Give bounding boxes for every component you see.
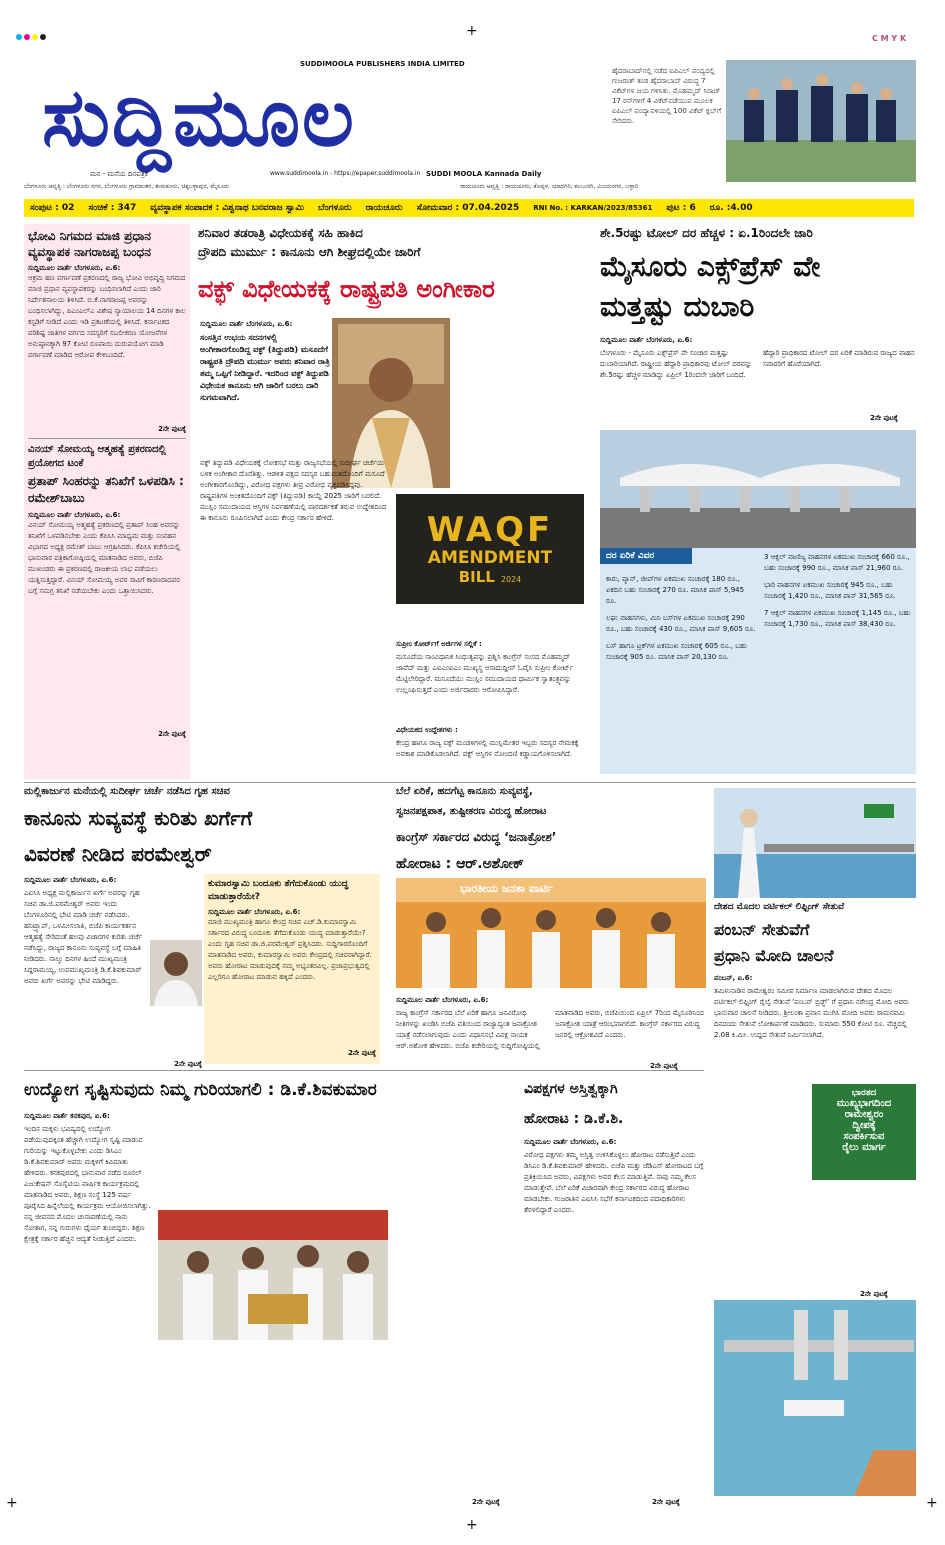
pamban-box-line: ಮುಖ್ಯಭಾಗದಿಂದ: [836, 1098, 892, 1109]
masthead-website[interactable]: www.suddimoola.in - https://epaper.suddimoola.in: [270, 170, 421, 177]
modi-pamban-photo: [714, 788, 916, 898]
kumaraswamy-box: [204, 874, 380, 1064]
parameshwar-headline-2: ವಿವರಣೆ ನೀಡಿದ ಪರಮೇಶ್ವರ್: [24, 842, 212, 866]
bjp-banner-text: ಭಾರತೀಯ ಜನತಾ ಪಾರ್ಟಿ: [460, 882, 553, 895]
masthead-tagline: ಮನ - ಮನೆಯ ದಿನಪತ್ರಿಕೆ: [90, 170, 149, 178]
expressway-kicker: ಶೇ.5ರಷ್ಟು ಟೋಲ್ ದರ ಹೆಚ್ಚಳ : ಏ.1ರಿಂದಲೇ ಜಾರಿ: [600, 226, 813, 240]
masthead-logo: ಸುದ್ದಿಮೂಲ: [42, 71, 356, 164]
rates-list-right: [764, 552, 912, 630]
rate-item: ಭಾರಿ ವಾಹನಗಳ ಏಕಮುಖ ಸಂಚಾರಕ್ಕೆ 945 ರೂ., ಬಹು ಸಂಚಾರಕ್ಕೆ 1,420 ರೂ., ಮಾಸಿಕ ಪಾಸ್ 31,565 ರೂ.: [764, 581, 896, 600]
price: ರೂ. :4.00: [709, 203, 753, 213]
dks-credit: ಸುದ್ದಿಮೂಲ ವಾರ್ತೆ ಕನಕಪುರ, ಏ.6:: [24, 1112, 110, 1120]
publisher-name: SUDDIMOOLA PUBLISHERS INDIA LIMITED: [300, 60, 465, 68]
lead-body-2: ಮಸೂದೆಯ ಸಾಂವಿಧಾನಿಕ ಸಿಂಧುತ್ವವನ್ನು ಪ್ರಶ್ನಿಸಿ ಕಾಂಗ್ರೆಸ್ ಸಂಸದ ಮೊಹಮ್ಮದ್ ಜಾವೆದ್ ಮತ್ತು ಎಐಎಂಐಎಂ ಮುಖ್ಯಸ್ಥ ಅಸಾದುದ್ದೀನ್ ಓವೈಸಿ ಸುಪ್ರೀಂ ಕೋರ್ಟ್ ಮೆಟ್ಟಿಲೇರಿದ್ದಾರೆ. ಮಸೂದೆಯು ಮುಸ್ಲಿಂ ಸಮುದಾಯದ ಧಾರ್ಮಿಕ ಸ್ವಾತಂತ್ರ್ಯವನ್ನು ಉಲ್ಲಂಘಿಸುತ್ತದೆ ಎಂದು ಅರ್ಜಿದಾರರು ಆರೋಪಿಸಿದ್ದಾರೆ.: [396, 653, 574, 694]
parameshwar-photo: [150, 940, 202, 1006]
register-mark-bottom: +: [466, 1517, 478, 1533]
story1-jump: 2ನೇ ಪುಟಕ್ಕೆ: [158, 425, 186, 433]
lead-kicker: ಶನಿವಾರ ತಡರಾತ್ರಿ ವಿಧೇಯಕಕ್ಕೆ ಸಹಿ ಹಾಕಿದ: [198, 226, 363, 240]
rates-title: ದರ ಏರಿಕೆ ವಿವರ: [600, 548, 692, 564]
toll-plaza-photo: [600, 430, 916, 550]
cmyk-label: C M Y K: [872, 34, 907, 43]
pamban-headline-1: ಪಂಬನ್ ಸೇತುವೆಗೆ: [714, 920, 810, 939]
waqf-text: WAQF: [426, 510, 554, 550]
pamban-bridge-photo: [714, 1300, 916, 1496]
lead-sub-head-2: ವಿಧೇಯಕದ ಉದ್ದೇಶಗಳು :: [396, 726, 458, 734]
issue-info-bar: [24, 199, 914, 217]
side-jump: 2ನೇ ಪುಟಕ್ಕೆ: [348, 1049, 376, 1057]
register-mark-top: +: [466, 23, 478, 39]
expressway-headline-1: ಮೈಸೂರು ಎಕ್ಸ್‌ಪ್ರೆಸ್ ವೇ: [600, 250, 821, 283]
register-mark-right: +: [926, 1495, 938, 1511]
left-column: [24, 224, 190, 779]
parameshwar-body-2: 2ನೇ ಪುಟಕ್ಕೆ: [174, 1060, 202, 1068]
pamban-headline-2: ಪ್ರಧಾನಿ ಮೋದಿ ಚಾಲನೆ: [714, 946, 834, 965]
lead-body: ವಕ್ಫ್ ತಿದ್ದುಪಡಿ ವಿಧೇಯಕಕ್ಕೆ ಲೋಕಸಭೆ ಮತ್ತು ರಾಜ್ಯಸಭೆಯಲ್ಲಿ ಸುದೀರ್ಘ ಚರ್ಚೆಯ ಬಳಿಕ ಅಂಗೀಕಾರ ದೊರೆತಿತ್ತು. ಆಡಳಿತ ಪಕ್ಷದ ಸದಸ್ಯರ ಬಹುಮತದೊಂದಿಗೆ ಮಸೂದೆ ಅಂಗೀಕಾರಗೊಂಡಿದ್ದು, ವಿರೋಧ ಪಕ್ಷಗಳು ತೀವ್ರ ವಿರೋಧ ವ್ಯಕ್ತಪಡಿಸಿದ್ದವು. ರಾಷ್ಟ್ರಪತಿಗಳ ಅಂಕಿತದೊಂದಿಗೆ ವಕ್ಫ್ (ತಿದ್ದುಪಡಿ) ಕಾಯ್ದೆ 2025 ಜಾರಿಗೆ ಬರಲಿದೆ. ಮುಸ್ಲಿಂ ಸಮುದಾಯದ ಆಸ್ತಿಗಳ ನಿರ್ವಹಣೆಯಲ್ಲಿ ಪಾರದರ್ಶಕತೆ ತರುವ ಉದ್ದೇಶದಿಂದ ಈ ಕಾನೂನು ರೂಪಿಸಲಾಗಿದೆ ಎಂದು ಕೇಂದ್ರ ಸರ್ಕಾರ ಹೇಳಿದೆ.: [200, 459, 387, 522]
city-2: ರಾಯಚೂರು: [365, 203, 403, 213]
edition-right: ರಾಯಚೂರು ಆವೃತ್ತಿ : ರಾಯಚೂರು, ಕೊಪ್ಪಳ, ಯಾದಗಿರಿ, ಕಲಬುರಗಿ, ವಿಜಯನಗರ, ಬಳ್ಳಾರಿ: [460, 183, 639, 190]
parameshwar-kicker: ಮಲ್ಲಿಕಾರ್ಜುನ ಮನೆಯಲ್ಲಿ ಸುದೀರ್ಘ ಚರ್ಚೆ ನಡೆಸಿದ ಗೃಹ ಸಚಿವ: [24, 786, 230, 797]
ashok-body: ರಾಜ್ಯ ಕಾಂಗ್ರೆಸ್ ಸರ್ಕಾರದ ಬೆಲೆ ಏರಿಕೆ ಹಾಗೂ ಜನವಿರೋಧಿ ನೀತಿಗಳನ್ನು ಖಂಡಿಸಿ ಬಿಜೆಪಿ ವತಿಯಿಂದ ರಾಜ್ಯಾದ್ಯಂತ ಜನಾಕ್ರೋಶ ಯಾತ್ರೆ ನಡೆಸಲಾಗುವುದು ಎಂದು ವಿಧಾನಸಭೆ ವಿಪಕ್ಷ ನಾಯಕ ಆರ್.ಅಶೋಕ ಹೇಳಿದರು. ಬಿಜೆಪಿ ಕಚೇರಿಯಲ್ಲಿ ಸುದ್ದಿಗೋಷ್ಠಿಯಲ್ಲಿ ಮಾತನಾಡಿದ ಅವರು, ಬಿಜೆಪಿಯಿಂದ ಏಪ್ರಿಲ್ 7ರಿಂದ ಮೈಸೂರಿನಿಂದ ಜನಾಕ್ರೋಶ ಯಾತ್ರೆ ಆರಂಭವಾಗಲಿದೆ. ಕಾಂಗ್ರೆಸ್ ಸರ್ಕಾರದ ವಿರುದ್ಧ ಜನರಲ್ಲಿ ಆಕ್ರೋಶವಿದೆ ಎಂದರು.: [396, 1009, 704, 1050]
expressway-jump: 2ನೇ ಪುಟಕ್ಕೆ: [870, 414, 898, 422]
dks-event-photo: [158, 1210, 388, 1340]
divider: [24, 1070, 704, 1071]
lead-sub-head-1: ಸುಪ್ರೀಂ ಕೋರ್ಟ್‌ಗೆ ಅರ್ಜಿಗಳ ಸಲ್ಲಿಕೆ :: [396, 640, 482, 648]
ipl-story-text: ಹೈದರಾಬಾದ್‌ನಲ್ಲಿ ನಡೆದ ಐಪಿಎಲ್ ಪಂದ್ಯದಲ್ಲಿ ಗುಜರಾತ್ ತಂಡ ಹೈದರಾಬಾದ್ ವಿರುದ್ಧ 7 ವಿಕೆಟ್‌ಗಳ ಜಯ ಗಳಿಸಿತು. ಮೊಹಮ್ಮದ್ ಸಿರಾಜ್ 17 ರನ್‌ಗಳಿಗೆ 4 ವಿಕೆಟ್‌ಪಡೆಯುವ ಮೂಲಕ ಐಪಿಎಲ್ ಪಂದ್ಯಾವಳಿಯಲ್ಲಿ 100 ವಿಕೆಟ್ ಕ್ಲಬ್‌ಗೆ ಸೇರಿದರು.: [612, 67, 722, 125]
bill-text: BILL: [458, 568, 495, 586]
pamban-box-line: ರೈಲು ಮಾರ್ಗ: [842, 1142, 886, 1153]
story2-credit: ಸುದ್ದಿಮೂಲ ವಾರ್ತೆ ಬೆಂಗಳೂರು, ಏ.6:: [28, 511, 121, 519]
expressway-credit: ಸುದ್ದಿಮೂಲ ವಾರ್ತೆ ಬೆಂಗಳೂರು, ಏ.6:: [600, 336, 693, 344]
masthead-english-name: SUDDI MOOLA Kannada Daily: [426, 170, 542, 178]
lead-credit: ಸುದ್ದಿಮೂಲ ವಾರ್ತೆ ಬೆಂಗಳೂರು, ಏ.6:: [200, 320, 293, 328]
ashok-kicker-1: ಬೆಲೆ ಏರಿಕೆ, ಹದಗೆಟ್ಟ ಕಾನೂನು ಸುವ್ಯವಸ್ಥೆ,: [396, 786, 533, 797]
color-dots: [16, 34, 50, 42]
waqf-graphic: [396, 494, 584, 604]
pamban-body: ತಮಿಳುನಾಡಿನ ರಾಮೇಶ್ವರಂ ಸಮೀಪ ನಿರ್ಮಾಣ ಮಾಡಲಾಗಿರುವ ದೇಶದ ಮೊದಲ ವರ್ಟಿಕಲ್ ಲಿಫ್ಟಿಂಗ್ ರೈಲ್ವೆ ಸೇತುವೆ ‘ಪಂಬನ್ ಬ್ರಿಡ್ಜ್’ ಗೆ ಪ್ರಧಾನಿ ನರೇಂದ್ರ ಮೋದಿ ಅವರು ಭಾನುವಾರ ಚಾಲನೆ ನೀಡಿದರು. ಶ್ರೀಲಂಕಾ ಪ್ರವಾಸ ಮುಗಿಸಿ ಮೋದಿ ಅವರು ರಾಮನವಮಿ ದಿನದಂದು ಸೇತುವೆ ಲೋಕಾರ್ಪಣೆ ಮಾಡಿದರು. ಸುಮಾರು 550 ಕೋಟಿ ರೂ. ವೆಚ್ಚದಲ್ಲಿ 2.08 ಕಿ.ಮೀ. ಉದ್ದದ ಸೇತುವೆ ನಿರ್ಮಿಸಲಾಗಿದೆ.: [714, 987, 909, 1039]
expressway-headline-2: ಮತ್ತಷ್ಟು ದುಬಾರಿ: [600, 290, 755, 323]
lead-intro: ಸಂಸತ್ತಿನ ಉಭಯ ಸದನಗಳಲ್ಲಿ ಅಂಗೀಕಾರಗೊಂಡಿದ್ದ ವಕ್ಫ್ (ತಿದ್ದುಪಡಿ) ಮಸೂದೆಗೆ ರಾಷ್ಟ್ರಪತಿ ದ್ರೌಪದಿ ಮುರ್ಮು ಅವರು ಶನಿವಾರ ರಾತ್ರಿ ತಮ್ಮ ಒಪ್ಪಿಗೆ ನೀಡಿದ್ದಾರೆ. ಇದರಿಂದ ವಕ್ಫ್ ತಿದ್ದುಪಡಿ ವಿಧೇಯಕ ಕಾನೂನು ಆಗಿ ಜಾರಿಗೆ ಬರಲು ದಾರಿ ಸುಗಮವಾಗಿದೆ.: [200, 333, 330, 402]
opposition-jump: 2ನೇ ಪುಟಕ್ಕೆ: [652, 1498, 680, 1506]
edition-left: ಬೆಂಗಳೂರು ಆವೃತ್ತಿ : ಬೆಂಗಳೂರು ನಗರ, ಬೆಂಗಳೂರು ಗ್ರಾಮಾಂತರ, ತುಮಕೂರು, ಚಿಕ್ಕಬಳ್ಳಾಪುರ, ಮೈಸೂರು: [24, 183, 230, 190]
issue-date: ಸೋಮವಾರ : 07.04.2025: [416, 203, 520, 213]
rate-item: 3 ಆಕ್ಸಲ್ ವಾಣಿಜ್ಯ ವಾಹನಗಳ ಏಕಮುಖ ಸಂಚಾರಕ್ಕೆ 660 ರೂ., ಬಹು ಸಂಚಾರಕ್ಕೆ 990 ರೂ., ಮಾಸಿಕ ಪಾಸ್ 21,960 ರೂ.: [764, 553, 910, 572]
city-1: ಬೆಂಗಳೂರು: [317, 203, 352, 213]
amendment-text: AMENDMENT: [427, 548, 553, 568]
rni-number: RNI No. : KARKAN/2023/85361: [533, 204, 653, 212]
side-credit: ಸುದ್ದಿಮೂಲ ವಾರ್ತೆ ಬೆಂಗಳೂರು, ಏ.6:: [208, 908, 301, 916]
rates-list-left: [606, 574, 756, 663]
rate-item: ಲಘು ವಾಹನಗಳು, ಮಿನಿ ಬಸ್‌ಗಳ ಏಕಮುಖ ಸಂಚಾರಕ್ಕೆ 290 ರೂ., ಬಹು ಸಂಚಾರಕ್ಕೆ 430 ರೂ., ಮಾಸಿಕ ಪಾಸ್ 9,605 ರೂ.: [606, 614, 756, 633]
pamban-info-box: [812, 1084, 916, 1180]
ipl-photo: [726, 60, 916, 182]
ashok-kicker-3: ಕಾಂಗ್ರೆಸ್ ಸರ್ಕಾರದ ವಿರುದ್ಧ ‘ಜನಾಕ್ರೋಶ’: [396, 830, 557, 844]
story2-headline: ಪ್ರತಾಪ್ ಸಿಂಹರನ್ನು ತನಿಖೆಗೆ ಒಳಪಡಿಸಿ : ರಮೇಶ್‌ಬಾಬು: [28, 474, 184, 505]
year-text: 2024: [500, 575, 522, 584]
volume: ಸಂಪುಟ : 02: [30, 203, 75, 213]
opposition-headline-2: ಹೋರಾಟ : ಡಿ.ಕೆ.ಶಿ.: [524, 1111, 624, 1127]
pamban-box-line: ರಾಮೇಶ್ವರಂ: [844, 1109, 884, 1120]
register-mark-left: +: [6, 1495, 18, 1511]
ashok-kicker-2: ಸ್ವಜನಪಕ್ಷಪಾತ, ತುಷ್ಟೀಕರಣ ವಿರುದ್ಧ ಹೋರಾಟ: [396, 806, 547, 817]
dks-body: ಇಂದಿನ ಮಕ್ಕಳು ಭವಿಷ್ಯದಲ್ಲಿ ಉದ್ಯೋಗ ಪಡೆಯುವುದಕ್ಕಿಂತ ಹೆಚ್ಚಾಗಿ ಉದ್ಯೋಗ ಸೃಷ್ಟಿ ಮಾಡುವ ಗುರಿಯನ್ನು ಇಟ್ಟುಕೊಳ್ಳಬೇಕು ಎಂದು ಡಿಸಿಎಂ ಡಿ.ಕೆ.ಶಿವಕುಮಾರ್ ಅವರು ಮಕ್ಕಳಿಗೆ ಕಿವಿಮಾತು ಹೇಳಿದರು. ಕನಕಪುರದಲ್ಲಿ ಭಾನುವಾರ ನಡೆದ ರೂರಲ್ ಎಜುಕೇಷನ್ ಸೊಸೈಟಿಯ ವಾರ್ಷಿಕ ಕಾರ್ಯಕ್ರಮದಲ್ಲಿ ಮಾತನಾಡಿದ ಅವರು, ಶಿಕ್ಷಣ ಸಂಸ್ಥೆ 125 ವರ್ಷ ಪೂರೈಸಿದ ಹಿನ್ನೆಲೆಯಲ್ಲಿ ಕಾರ್ಯಕ್ರಮ ಆಯೋಜಿಸಲಾಗಿತ್ತು. ನನ್ನ ಜೀವನದ ಮೊದಲ ಚುನಾವಣೆಯಲ್ಲಿ ನಾನು ಸೋತಾಗ, ನನ್ನ ಗುರುಗಳು ಧೈರ್ಯ ತುಂಬಿದ್ದರು. ಶಿಕ್ಷಣ ಕ್ಷೇತ್ರಕ್ಕೆ ಸರ್ಕಾರ ಹೆಚ್ಚಿನ ಆದ್ಯತೆ ನೀಡುತ್ತಿದೆ ಎಂದರು.: [24, 1125, 151, 1243]
page-count: ಪುಟ : 6: [666, 203, 696, 213]
rate-item: ಬಸ್ ಹಾಗೂ ಟ್ರಕ್‌ಗಳ ಏಕಮುಖ ಸಂಚಾರಕ್ಕೆ 605 ರೂ., ಬಹು ಸಂಚಾರಕ್ಕೆ 905 ರೂ. ಮಾಸಿಕ ಪಾಸ್ 20,130 ರೂ.: [606, 642, 748, 661]
pamban-box-line: ಸಂಪರ್ಕಿಸುವ: [843, 1131, 885, 1142]
issue: ಸಂಚಿಕೆ : 347: [88, 203, 137, 213]
pamban-box-line: ಭಾರತದ: [851, 1088, 877, 1098]
ashok-credit: ಸುದ್ದಿಮೂಲ ವಾರ್ತೆ ಬೆಂಗಳೂರು, ಏ.6:: [396, 996, 489, 1004]
ashok-headline: ಹೋರಾಟ : ಆರ್.ಅಶೋಕ್: [396, 856, 524, 872]
bjp-press-photo: [396, 878, 706, 988]
pamban-credit: ಪಂಬನ್, ಏ.6:: [714, 974, 753, 982]
lead-body-3: ಕೇಂದ್ರ ಹಾಗೂ ರಾಜ್ಯ ವಕ್ಫ್ ಮಂಡಳಿಗಳಲ್ಲಿ ಮುಸ್ಲಿಮೇತರ ಇಬ್ಬರು ಸದಸ್ಯರ ನೇಮಕಕ್ಕೆ ಅವಕಾಶ ಮಾಡಿಕೊಡಲಾಗಿದೆ. ವಕ್ಫ್ ಆಸ್ತಿಗಳ ನೋಂದಣಿ ಕಡ್ಡಾಯಗೊಳಿಸಲಾಗಿದೆ.: [396, 739, 579, 758]
parameshwar-headline-1: ಕಾನೂನು ಸುವ್ಯವಸ್ಥೆ ಕುರಿತು ಖರ್ಗೆಗೆ: [24, 806, 253, 830]
lead-headline: ವಕ್ಫ್ ವಿಧೇಯಕಕ್ಕೆ ರಾಷ್ಟ್ರಪತಿ ಅಂಗೀಕಾರ: [198, 275, 495, 303]
dks-jump: 2ನೇ ಪುಟಕ್ಕೆ: [472, 1498, 500, 1506]
side-body: ಮಾಜಿ ಮುಖ್ಯಮಂತ್ರಿ ಹಾಗೂ ಕೇಂದ್ರ ಸಚಿವ ಎಚ್.ಡಿ.ಕುಮಾರಸ್ವಾಮಿ ಸರ್ಕಾರದ ವಿರುದ್ಧ ಬಂದೂಕು ತೆಗೆದುಕೊಂಡು ಯುದ್ಧ ಮಾಡುತ್ತಾರೆಯೇ? ಎಂದು ಗೃಹ ಸಚಿವ ಡಾ.ಜಿ.ಪರಮೇಶ್ವರ್ ಪ್ರಶ್ನಿಸಿದರು. ಸುದ್ದಿಗಾರರೊಂದಿಗೆ ಮಾತನಾಡಿದ ಅವರು, ಕುಮಾರಸ್ವಾಮಿ ಅವರು ಕೇಂದ್ರದಲ್ಲಿ ಸಚಿವರಾಗಿದ್ದಾರೆ. ಅವರು ಹೋರಾಟ ಮಾಡುವುದಕ್ಕೆ ನಮ್ಮ ಅಭ್ಯಂತರವಿಲ್ಲ. ಪ್ರಜಾಪ್ರಭುತ್ವದಲ್ಲಿ ಎಲ್ಲರಿಗೂ ಹೋರಾಟ ಮಾಡುವ ಹಕ್ಕಿದೆ ಎಂದರು.: [208, 918, 372, 981]
story2-body: ವಿನಯ್ ಸೋಮಯ್ಯ ಆತ್ಮಹತ್ಯೆ ಪ್ರಕರಣದಲ್ಲಿ ಪ್ರತಾಪ್ ಸಿಂಹ ಅವರನ್ನು ತನಿಖೆಗೆ ಒಳಪಡಿಸಬೇಕು ಎಂದು ಕೆಪಿಸಿಸಿ ಮಾಧ್ಯಮ ಮತ್ತು ಸಂವಹನ ವಿಭಾಗದ ಅಧ್ಯಕ್ಷ ರಮೇಶ್ ಬಾಬು ಆಗ್ರಹಿಸಿದರು. ಕೆಪಿಸಿಸಿ ಕಚೇರಿಯಲ್ಲಿ ಭಾನುವಾರ ಪತ್ರಿಕಾಗೋಷ್ಠಿಯಲ್ಲಿ ಮಾತನಾಡಿದ ಅವರು, ಬಿಜೆಪಿ ಮುಖಂಡರು ಈ ಪ್ರಕರಣದಲ್ಲಿ ರಾಜಕೀಯ ಲಾಭ ಪಡೆಯಲು ಯತ್ನಿಸುತ್ತಿದ್ದಾರೆ. ವಿನಯ್ ಸೋಮಯ್ಯ ಅವರ ಸಾವಿಗೆ ಕಾರಣರಾದವರ ಬಗ್ಗೆ ಸಮಗ್ರ ತನಿಖೆ ನಡೆಯಬೇಕು ಎಂದು ಒತ್ತಾಯಿಸಿದರು.: [28, 521, 181, 595]
expressway-body: ಬೆಂಗಳೂರು - ಮೈಸೂರು ಎಕ್ಸ್‌ಪ್ರೆಸ್ ವೇ ಸಂಚಾರ ಮತ್ತಷ್ಟು ದುಬಾರಿಯಾಗಿದೆ. ರಾಷ್ಟ್ರೀಯ ಹೆದ್ದಾರಿ ಪ್ರಾಧಿಕಾರವು ಟೋಲ್ ದರವನ್ನು ಶೇ.5ರಷ್ಟು ಹೆಚ್ಚಳ ಮಾಡಿದ್ದು ಏಪ್ರಿಲ್ 1ರಿಂದಲೇ ಜಾರಿಗೆ ಬಂದಿದೆ. ಹೆದ್ದಾರಿ ಪ್ರಾಧಿಕಾರದ ಟೋಲ್ ದರ ಏರಿಕೆ ಮಾಡಿರುವ ರಾಜ್ಯದ ವಾಹನ ಸವಾರರಿಗೆ ಹೊರೆಯಾಗಿದೆ.: [600, 349, 915, 379]
divider: [24, 782, 916, 783]
pamban-kicker: ದೇಶದ ಮೊದಲ ವರ್ಟಿಕಲ್ ಲಿಫ್ಟಿಂಗ್ ಸೇತುವೆ: [714, 902, 845, 912]
side-headline: ಕುಮಾರಸ್ವಾಮಿ ಬಂದೂಕು ತೆಗೆದುಕೊಂಡು ಯುದ್ಧ ಮಾಡುತ್ತಾರೆಯೇ?: [208, 879, 349, 902]
story2-kicker: ವಿನಯ್ ಸೋಮಯ್ಯ ಆತ್ಮಹತ್ಯೆ ಪ್ರಕರಣದಲ್ಲಿ ಪ್ರಯೋಗದ ಟಂಕೆ: [28, 444, 166, 469]
opposition-credit: ಸುದ್ದಿಮೂಲ ವಾರ್ತೆ ಬೆಂಗಳೂರು, ಏ.6:: [524, 1138, 617, 1146]
opposition-headline-1: ವಿಪಕ್ಷಗಳ ಅಸ್ತಿತ್ವಕ್ಕಾಗಿ: [524, 1081, 618, 1097]
story1-credit: ಸುದ್ದಿಮೂಲ ವಾರ್ತೆ ಬೆಂಗಳೂರು, ಏ.6:: [28, 264, 121, 272]
lead-subhead: ದ್ರೌಪದಿ ಮುರ್ಮು : ಕಾನೂನು ಆಗಿ ಶೀಘ್ರದಲ್ಲಿಯೇ ಜಾರಿಗೆ: [198, 245, 421, 259]
pamban-box-line: ದ್ವೀಪಕ್ಕೆ: [852, 1120, 876, 1131]
rate-item: 7 ಆಕ್ಸಲ್ ವಾಹನಗಳ ಏಕಮುಖ ಸಂಚಾರಕ್ಕೆ 1,145 ರೂ., ಬಹು ಸಂಚಾರಕ್ಕೆ 1,730 ರೂ., ಮಾಸಿಕ ಪಾಸ್ 38,430 ರೂ.: [764, 609, 911, 628]
editor: ವ್ಯವಸ್ಥಾಪಕ ಸಂಪಾದಕ : ವಿಶ್ವನಾಥ ಬನವರಾಜ ಸ್ವಾಮಿ: [150, 203, 304, 213]
ashok-jump: 2ನೇ ಪುಟಕ್ಕೆ: [650, 1062, 678, 1070]
story2-jump: 2ನೇ ಪುಟಕ್ಕೆ: [158, 730, 186, 738]
story1-headline: ಭೋವಿ ನಿಗಮದ ಮಾಜಿ ಪ್ರಧಾನ ವ್ಯವಸ್ಥಾಪಕ ನಾಗರಾಜಪ್ಪ ಬಂಧನ: [28, 229, 151, 259]
opposition-body: ವಿರೋಧ ಪಕ್ಷಗಳು ತಮ್ಮ ಅಸ್ತಿತ್ವ ಉಳಿಸಿಕೊಳ್ಳಲು ಹೋರಾಟ ನಡೆಸುತ್ತಿವೆ ಎಂದು ಡಿಸಿಎಂ ಡಿ.ಕೆ.ಶಿವಕುಮಾರ್ ಹೇಳಿದರು. ಬಿಜೆಪಿ ಮತ್ತು ಜೆಡಿಎಸ್ ಹೋರಾಟದ ಬಗ್ಗೆ ಪ್ರತಿಕ್ರಿಯಿಸಿದ ಅವರು, ವಿಪಕ್ಷಗಳು ಅವರ ಕೆಲಸ ಮಾಡುತ್ತಿವೆ. ನಾವು ನಮ್ಮ ಕೆಲಸ ಮಾಡುತ್ತೇವೆ. ಬೆಲೆ ಏರಿಕೆ ವಿಚಾರವಾಗಿ ಕೇಂದ್ರ ಸರ್ಕಾರದ ವಿರುದ್ಧ ಹೋರಾಟ ಮಾಡಬೇಕು. ಗುಜರಾತಿನ ಎಐಸಿಸಿ ಸಭೆಗೆ ಕರ್ನಾಟಕದಿಂದ ಪದಾಧಿಕಾರಿಗಳು ತೆರಳಲಿದ್ದಾರೆ ಎಂದರು.: [524, 1151, 704, 1214]
rate-item: ಕಾರು, ವ್ಯಾನ್, ಜೀಪ್‌ಗಳ ಏಕಮುಖ ಸಂಚಾರಕ್ಕೆ 180 ರೂ., ಏಕದಿನ ಬಹು ಸಂಚಾರಕ್ಕೆ 270 ರೂ. ಮಾಸಿಕ ಪಾಸ್ 5,945 ರೂ.: [606, 575, 745, 605]
parameshwar-body: ಎಐಸಿಸಿ ಅಧ್ಯಕ್ಷ ಮಲ್ಲಿಕಾರ್ಜುನ ಖರ್ಗೆ ಅವರನ್ನು ಗೃಹ ಸಚಿವ ಡಾ.ಜಿ.ಪರಮೇಶ್ವರ್ ಅವರು ಇಂದು ಬೆಂಗಳೂರಿನಲ್ಲಿ ಭೇಟಿ ಮಾಡಿ ಚರ್ಚೆ ನಡೆಸಿದರು. ಹನಿಟ್ರ್ಯಾಪ್, ಒಳಮೀಸಲಾತಿ, ಬಿಜೆಪಿ ಕಾರ್ಯಕರ್ತನ ಆತ್ಮಹತ್ಯೆ ಸೇರಿದಂತೆ ಹಲವು ವಿಚಾರಗಳ ಕುರಿತು ಚರ್ಚೆ ನಡೆಸಿದ್ದು, ರಾಜ್ಯದ ಕಾನೂನು ಸುವ್ಯವಸ್ಥೆ ಬಗ್ಗೆ ಮಾಹಿತಿ ನೀಡಿದರು. ನಾಲ್ಕು ದಿನಗಳ ಹಿಂದೆ ಮುಖ್ಯಮಂತ್ರಿ ಸಿದ್ದರಾಮಯ್ಯ, ಉಪಮುಖ್ಯಮಂತ್ರಿ ಡಿ.ಕೆ.ಶಿವಕುಮಾರ್ ಅವರು ಖರ್ಗೆ ಅವರನ್ನು ಭೇಟಿ ಮಾಡಿದ್ದರು.: [24, 889, 143, 985]
parameshwar-credit: ಸುದ್ದಿಮೂಲ ವಾರ್ತೆ ಬೆಂಗಳೂರು, ಏ.6:: [24, 876, 117, 884]
pamban-jump: 2ನೇ ಪುಟಕ್ಕೆ: [860, 1290, 888, 1298]
story1-body: ಆಕ್ರಮ ಹಣ ವರ್ಗಾವಣೆ ಪ್ರಕರಣದಲ್ಲಿ ರಾಜ್ಯ ಭೋವಿ ಅಭಿವೃದ್ಧಿ ನಿಗಮದ ಮಾಜಿ ಪ್ರಧಾನ ವ್ಯವಸ್ಥಾಪಕರನ್ನು ಬಂಧಿಸಲಾಗಿದೆ ಎಂದು ಜಾರಿ ನಿರ್ದೇಶನಾಲಯ ತಿಳಿಸಿದೆ. ಬಿ.ಕೆ.ನಾಗರಾಜಪ್ಪ ಅವರನ್ನು ಬಂಧಿಸಲಾಗಿದ್ದು, ಪಿಎಂಎಲ್‌ಎ ವಿಶೇಷ ನ್ಯಾಯಾಲಯ 14 ದಿನಗಳ ಕಾಲ ಕಸ್ಟಡಿಗೆ ನೀಡಿದೆ ಎಂದು ಇಡಿ ಪ್ರಕಟಣೆಯಲ್ಲಿ ತಿಳಿಸಿದೆ. ಕರ್ನಾಟಕದ ಪರಿಶಿಷ್ಟ ಜಾತಿಗಳ ವರ್ಗದ ಸದಸ್ಯರಿಗೆ ಸಬಲೀಕರಣ ಯೋಜನೆಗಳ ಅನುಷ್ಠಾನಕ್ಕಾಗಿ 97 ಕೋಟಿ ರೂಪಾಯಿ ದುರುಪಯೋಗ ಮಾಡಿ ವರ್ಗಾವಣೆ ಮಾಡಿದ ಆರೋಪ ಕೇಳಿಬಂದಿದೆ.: [28, 274, 186, 359]
dks-headline: ಉದ್ಯೋಗ ಸೃಷ್ಟಿಸುವುದು ನಿಮ್ಮ ಗುರಿಯಾಗಲಿ : ಡಿ.ಕೆ.ಶಿವಕುಮಾರ: [24, 1080, 377, 1100]
